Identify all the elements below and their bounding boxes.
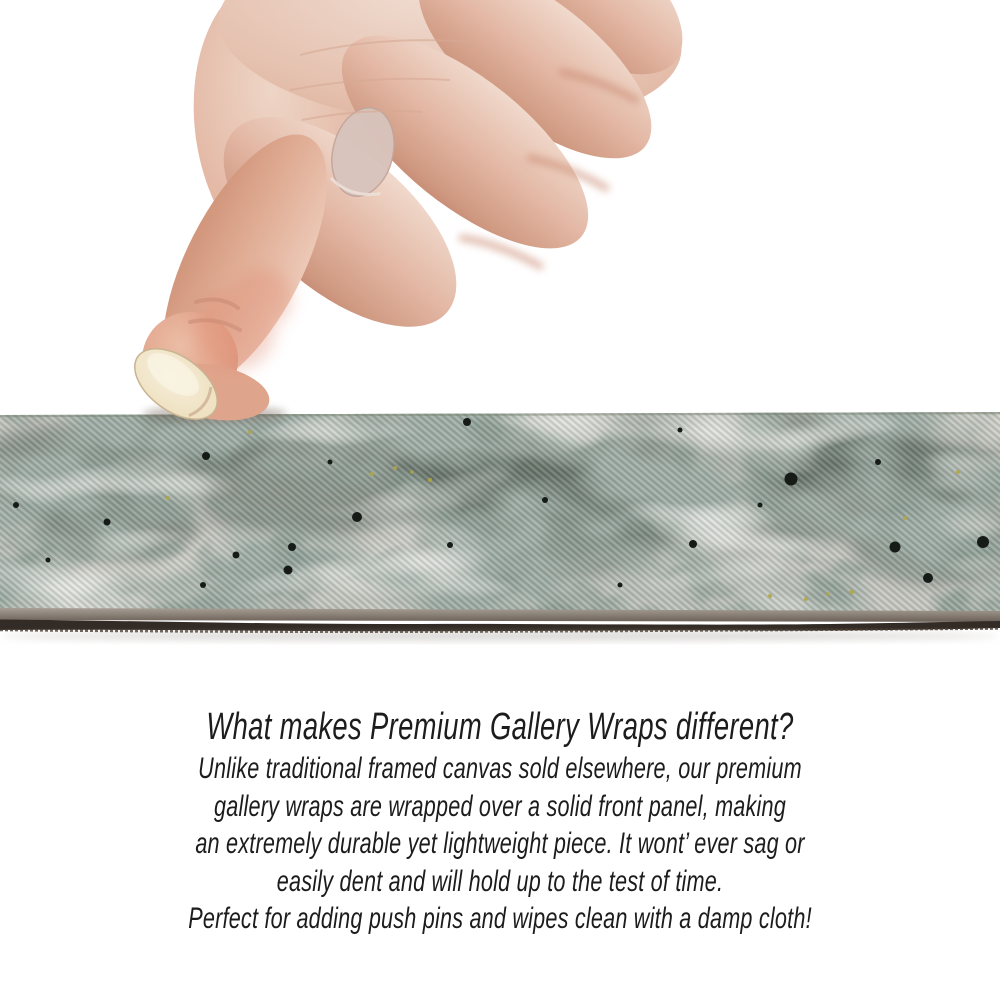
body-line-5: Perfect for adding push pins and wipes clean with a damp cloth! — [188, 902, 812, 935]
body-line-4: easily dent and will hold up to the test of time. — [276, 864, 724, 898]
body-line-2: gallery wraps are wrapped over a solid front panel, making — [213, 789, 787, 823]
canvas-bottom-edge — [0, 608, 1000, 641]
canvas-texture — [0, 407, 1000, 618]
body-line-1: Unlike traditional framed canvas sold elsewhere, our premium — [198, 752, 802, 785]
marketing-copy — [140, 704, 860, 938]
body-line-3: an extremely durable yet lightweight piece. It wont’ ever sag or — [195, 827, 805, 860]
headline: What makes Premium Gallery Wraps different? — [206, 706, 794, 748]
canvas-strip — [0, 407, 1000, 641]
hand-photo — [122, 0, 711, 433]
